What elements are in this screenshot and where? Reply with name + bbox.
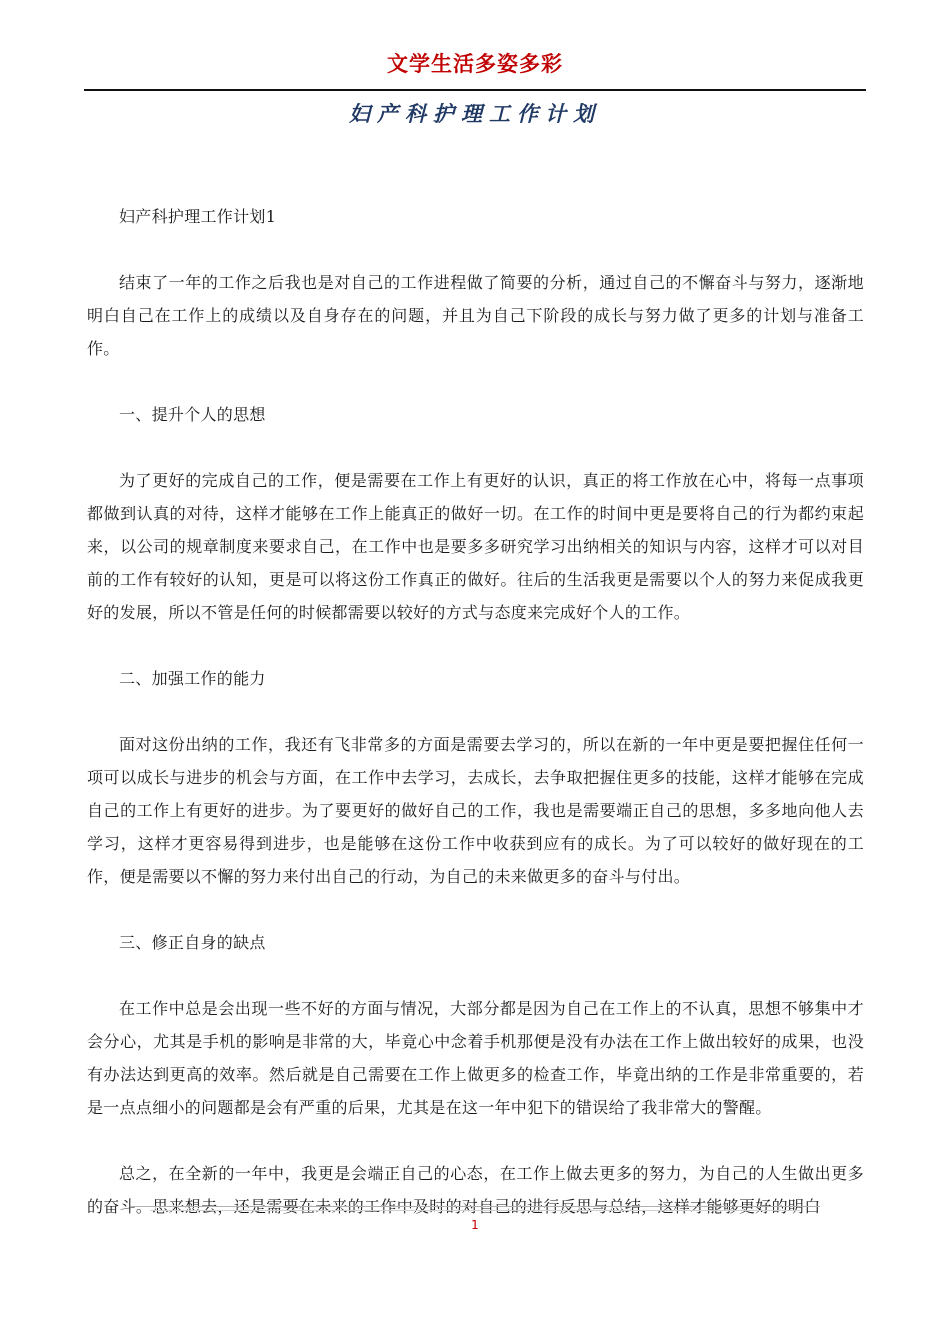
conclusion-paragraph: 总之，在全新的一年中，我更是会端正自己的心态，在工作上做去更多的努力，为自己的人生做出更多的奋斗。思来想去，还是需要在未来的工作中及时的对自己的进行反思与总结，这样才能够更好的明白 — [87, 1164, 864, 1216]
page-number: 1 — [471, 1218, 479, 1232]
section-heading-1: 一、提升个人的思想 — [119, 405, 266, 424]
footer-divider-secondary — [150, 1210, 800, 1211]
section-paragraph-3: 在工作中总是会出现一些不好的方面与情况，大部分都是因为自己在工作上的不认真，思想不够集中才会分心，尤其是手机的影响是非常的大，毕竟心中念着手机那便是没有办法在工作上做出较好的成果，也没有办法达到更高的效率。然后就是自己需要在工作上做更多的检查工作，毕竟出纳的工作是非常重要的，若是一点点细小的问题都是会有严重的后果，尤其是在这一年中犯下的错误给了我非常大的警醒。 — [87, 999, 864, 1117]
site-header-title: 文学生活多姿多彩 — [387, 52, 563, 76]
intro-paragraph: 结束了一年的工作之后我也是对自己的工作进程做了简要的分析，通过自己的不懈奋斗与努力，逐渐地明白自己在工作上的成绩以及自身存在的问题，并且为自己下阶段的成长与努力做了更多的计划与准备工作。 — [87, 273, 864, 358]
section-paragraph-2: 面对这份出纳的工作，我还有飞非常多的方面是需要去学习的，所以在新的一年中更是要把握住任何一项可以成长与进步的机会与方面，在工作中去学习，去成长，去争取把握住更多的技能，这样才能够在完成自己的工作上有更好的进步。为了要更好的做好自己的工作，我也是需要端正自己的思想，多多地向他人去学习，这样才更容易得到进步，也是能够在这份工作中收获到应有的成长。为了可以较好的做好现在的工作，便是需要以不懈的努力来付出自己的行动，为自己的未来做更多的奋斗与付出。 — [87, 735, 864, 886]
document-body — [87, 200, 864, 1223]
section-heading-3: 三、修正自身的缺点 — [119, 933, 266, 952]
document-title: 妇产科护理工作计划 — [349, 102, 601, 126]
section-heading-2: 二、加强工作的能力 — [119, 669, 266, 688]
header-divider — [84, 89, 866, 91]
document-subtitle: 妇产科护理工作计划1 — [119, 207, 277, 226]
footer-divider — [130, 1206, 820, 1207]
section-paragraph-1: 为了更好的完成自己的工作，便是需要在工作上有更好的认识，真正的将工作放在心中，将每一点事项都做到认真的对待，这样才能够在工作上能真正的做好一切。在工作的时间中更是要将自己的行为都约束起来，以公司的规章制度来要求自己，在工作中也是要多多研究学习出纳相关的知识与内容，这样才可以对目前的工作有较好的认知，更是可以将这份工作真正的做好。往后的生活我更是需要以个人的努力来促成我更好的发展，所以不管是任何的时候都需要以较好的方式与态度来完成好个人的工作。 — [87, 471, 864, 622]
